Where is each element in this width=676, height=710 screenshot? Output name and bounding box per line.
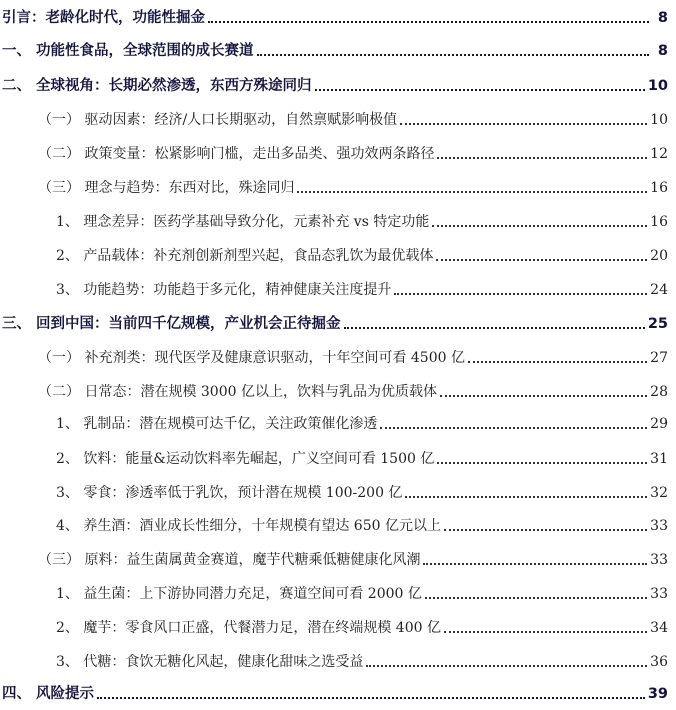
toc-entry-page: 10 <box>650 112 668 128</box>
toc-entry-title: 三、 回到中国：当前四千亿规模，产业机会正待掘金 <box>2 316 341 332</box>
toc-entry-title: 3、 代糖：食饮无糖化风起，健康化甜味之选受益 <box>56 654 364 670</box>
toc-entry-page: 28 <box>650 384 668 400</box>
toc-leader-dots <box>436 259 647 261</box>
toc-entry-page: 34 <box>650 620 668 636</box>
toc-leader-dots <box>432 225 647 227</box>
toc-entry-title: 1、 理念差异：医药学基础导致分化，元素补充 vs 特定功能 <box>56 214 430 230</box>
toc-leader-dots <box>97 697 645 699</box>
toc-entry[interactable] <box>0 140 676 164</box>
toc-entry[interactable] <box>0 344 676 368</box>
toc-entry-title: （二） 政策变量：松紧影响门槛，走出多品类、强功效两条路径 <box>38 146 435 162</box>
toc-leader-dots <box>440 395 647 397</box>
toc-entry-page: 24 <box>650 282 668 298</box>
toc-leader-dots <box>444 529 647 531</box>
toc-entry-title: （三） 原料：益生菌属黄金赛道，魔芋代糖乘低糖健康化风潮 <box>38 552 421 568</box>
toc-entry-page: 27 <box>650 350 668 366</box>
toc-leader-dots <box>315 89 645 91</box>
toc-entry-page: 8 <box>657 43 668 59</box>
toc-entry-title: （一） 驱动因素：经济/人口长期驱动，自然禀赋影响极值 <box>38 112 398 128</box>
toc-entry[interactable] <box>0 648 676 672</box>
toc-entry-title: 四、 风险提示 <box>2 686 95 702</box>
toc-entry-title: 二、 全球视角：长期必然渗透，东西方殊途同归 <box>2 78 312 94</box>
toc-entry[interactable] <box>0 546 676 570</box>
toc-entry[interactable] <box>0 174 676 198</box>
toc-entry[interactable] <box>0 310 676 334</box>
toc-entry-page: 36 <box>650 654 668 670</box>
toc-leader-dots <box>394 293 647 295</box>
toc-leader-dots <box>344 327 645 329</box>
toc-entry[interactable] <box>0 242 676 266</box>
toc-leader-dots <box>437 462 647 464</box>
toc-entry-page: 31 <box>650 451 668 467</box>
toc-leader-dots <box>380 427 647 429</box>
toc-leader-dots <box>444 631 647 633</box>
toc-entry-page: 20 <box>650 248 668 264</box>
toc-entry-title: 2、 魔芋：零食风口正盛，代餐潜力足，潜在终端规模 400 亿 <box>56 620 441 636</box>
toc-entry[interactable] <box>0 106 676 130</box>
toc-entry-page: 8 <box>657 10 668 26</box>
toc-entry-title: 4、 养生酒：酒业成长性细分，十年规模有望达 650 亿元以上 <box>56 518 441 534</box>
toc-entry-title: 1、 益生菌：上下游协同潜力充足，赛道空间可看 2000 亿 <box>56 586 422 602</box>
toc-leader-dots <box>257 54 649 56</box>
toc-entry-title: （一） 补充剂类：现代医学及健康意识驱动，十年空间可看 4500 亿 <box>38 350 465 366</box>
toc-entry[interactable] <box>0 72 676 96</box>
toc-leader-dots <box>405 496 647 498</box>
toc-leader-dots <box>400 123 647 125</box>
toc-entry[interactable] <box>0 378 676 402</box>
toc-entry-title: 1、 乳制品：潜在规模可达千亿，关注政策催化渗透 <box>56 416 378 432</box>
toc-entry-title: 引言：老龄化时代，功能性掘金 <box>2 10 205 26</box>
toc-entry[interactable] <box>0 37 676 61</box>
toc-entry-title: （三） 理念与趋势：东西对比，殊途同归 <box>38 180 295 196</box>
toc-leader-dots <box>425 597 647 599</box>
toc-entry-page: 10 <box>647 78 668 94</box>
toc-entry-page: 12 <box>650 146 668 162</box>
toc-entry[interactable] <box>0 208 676 232</box>
toc-entry-page: 29 <box>650 416 668 432</box>
toc-entry-page: 25 <box>647 316 668 332</box>
toc-entry-page: 33 <box>650 586 668 602</box>
toc-entry-page: 32 <box>650 485 668 501</box>
toc-entry-title: 2、 产品载体：补充剂创新剂型兴起，食品态乳饮为最优载体 <box>56 248 434 264</box>
toc-leader-dots <box>468 361 647 363</box>
toc-entry-page: 39 <box>647 686 668 702</box>
toc-leader-dots <box>437 157 647 159</box>
toc-entry-page: 33 <box>650 518 668 534</box>
toc-entry-page: 16 <box>650 180 668 196</box>
toc-entry[interactable] <box>0 580 676 604</box>
toc-entry-title: 3、 功能趋势：功能趋于多元化，精神健康关注度提升 <box>56 282 392 298</box>
toc-leader-dots <box>366 665 647 667</box>
toc-entry-title: 一、 功能性食品，全球范围的成长赛道 <box>2 43 254 59</box>
toc-entry[interactable] <box>0 445 676 469</box>
toc-leader-dots <box>423 563 647 565</box>
toc-entry-title: 2、 饮料：能量&运动饮料率先崛起，广义空间可看 1500 亿 <box>56 451 435 467</box>
toc-entry[interactable] <box>0 614 676 638</box>
toc-leader-dots <box>297 191 647 193</box>
toc-entry-title: （二） 日常态：潜在规模 3000 亿以上，饮料与乳品为优质载体 <box>38 384 437 400</box>
toc-entry-title: 3、 零食：渗透率低于乳饮，预计潜在规模 100-200 亿 <box>56 485 403 501</box>
toc-entry[interactable] <box>0 479 676 503</box>
toc-entry-page: 16 <box>650 214 668 230</box>
toc-entry[interactable] <box>0 512 676 536</box>
toc-entry[interactable] <box>0 276 676 300</box>
toc-entry[interactable] <box>0 680 676 704</box>
toc-entry[interactable] <box>0 410 676 434</box>
toc-entry[interactable] <box>0 4 676 28</box>
toc-entry-page: 33 <box>650 552 668 568</box>
toc-leader-dots <box>208 21 649 23</box>
